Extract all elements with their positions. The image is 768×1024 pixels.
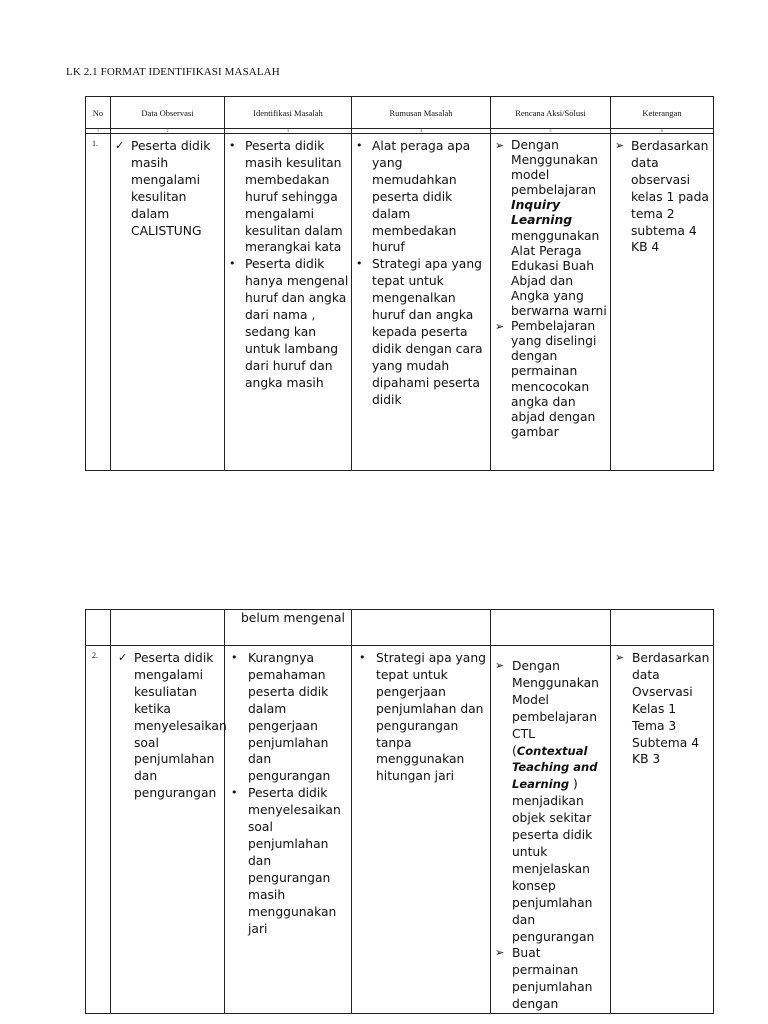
- bullet-icon: •: [359, 651, 366, 664]
- identification-table-page-2: [85, 609, 714, 1014]
- header-identifikasi-masalah: Identifikasi Masalah: [225, 97, 352, 129]
- rencana-cell: [491, 134, 611, 471]
- rencana-item-text: Pembelajaran yang diselingi dengan permainan mencocokan angka dan abjad dengan gambar: [511, 319, 597, 439]
- observasi-text: Peserta didik masih mengalami kesulitan dalam CALISTUNG: [131, 139, 211, 238]
- rumusan-item: Strategi apa yang tepat untuk pengerjaan penjumlahan dan pengurangan tanpa menggunakan hitungan jari: [376, 651, 486, 784]
- checkmark-icon: ✓: [115, 139, 125, 152]
- model-name: Inquiry Learning: [511, 198, 573, 228]
- arrow-bullet-icon: ➢: [495, 946, 505, 960]
- table-row: [86, 134, 714, 471]
- bullet-icon: •: [356, 139, 363, 152]
- rumusan-item: Strategi apa yang tepat untuk mengenalkan huruf dan angka kepada peserta didik dengan cara yang mudah dipahami peserta didik: [372, 257, 483, 407]
- keterangan-text: Berdasarkan data observasi kelas 1 pada tema 2 subtema 4 KB 4: [631, 139, 709, 255]
- keterangan-text: Berdasarkan data Ovservasi Kelas 1 Tema 3 Subtema 4 KB 3: [632, 651, 710, 767]
- rencana-item-text: Dengan Menggunakan model pembelajaran: [511, 138, 598, 198]
- column-number: 6: [611, 129, 714, 134]
- header-no: No: [86, 97, 111, 129]
- identifikasi-continued-cell: [225, 610, 352, 646]
- column-number: 4: [352, 129, 491, 134]
- rumusan-item: Alat peraga apa yang memudahkan peserta didik dalam membedakan huruf: [372, 139, 471, 255]
- identifikasi-continued-text: belum mengenal: [241, 611, 345, 625]
- column-number: 5: [491, 129, 611, 134]
- bullet-icon: •: [356, 257, 363, 271]
- arrow-bullet-icon: ➢: [495, 320, 505, 334]
- page-title: LK 2.1 FORMAT IDENTIFIKASI MASALAH: [66, 66, 280, 78]
- identifikasi-cell: [225, 134, 352, 471]
- rencana-cell: [491, 646, 611, 1014]
- identifikasi-item: Peserta didik menyelesaikan soal penjumlahan dan pengurangan masih menggunakan jari: [248, 786, 341, 936]
- rumusan-cell: [352, 134, 491, 471]
- identifikasi-cell: [225, 646, 352, 1014]
- row-number: 2.: [86, 646, 111, 1014]
- bullet-icon: •: [229, 257, 236, 271]
- row-number: 1.: [86, 134, 111, 471]
- header-data-observasi: Data Observasi: [111, 97, 225, 129]
- keterangan-cell: [611, 134, 714, 471]
- column-number: 2: [111, 129, 225, 134]
- bullet-icon: •: [231, 786, 238, 800]
- identifikasi-item: Peserta didik hanya mengenal huruf dan angka dari nama , sedang kan untuk lambang dari huruf dan angka masih: [245, 257, 349, 390]
- column-number: 3: [225, 129, 352, 134]
- observasi-cell: [111, 646, 225, 1014]
- observasi-text: Peserta didik mengalami kesuliatan ketika menyelesaikan soal penjumlahan dan pengurangan: [134, 651, 227, 801]
- rencana-item-text: Buat permainan penjumlahan dengan: [512, 946, 593, 1012]
- identification-table-page-1: [85, 96, 714, 471]
- table-row: [86, 646, 714, 1014]
- checkmark-icon: ✓: [118, 651, 128, 664]
- rumusan-cell: [352, 646, 491, 1014]
- header-rencana-aksi: Rencana Aksi/Solusi: [491, 97, 611, 129]
- identifikasi-item: Kurangnya pemahaman peserta didik dalam pengerjaan penjumlahan dan pengurangan: [248, 651, 331, 784]
- header-keterangan: Keterangan: [611, 97, 714, 129]
- arrow-bullet-icon: ➢: [615, 651, 625, 664]
- arrow-bullet-icon: ➢: [615, 139, 625, 152]
- bullet-icon: •: [231, 651, 238, 664]
- model-name: Contextual Teaching and Learning: [512, 743, 598, 792]
- bullet-icon: •: [229, 139, 236, 152]
- column-number: 1: [86, 129, 111, 134]
- rencana-item-text: Dengan Menggunakan Model pembelajaran CTL (: [512, 659, 599, 758]
- arrow-bullet-icon: ➢: [495, 139, 505, 152]
- observasi-cell: [111, 134, 225, 471]
- table-row-continued: [86, 610, 714, 646]
- keterangan-cell: [611, 646, 714, 1014]
- header-rumusan-masalah: Rumusan Masalah: [352, 97, 491, 129]
- rencana-item-text: menggunakan Alat Peraga Edukasi Buah Abjad dan Angka yang berwarna warni: [511, 228, 607, 319]
- table-header-row: [86, 97, 714, 129]
- identifikasi-item: Peserta didik masih kesulitan membedakan huruf sehingga mengalami kesulitan dalam merangkai kata: [245, 139, 343, 255]
- rencana-item-text: ) menjadikan objek sekitar peserta didik untuk menjelaskan konsep penjumlahan dan pengurangan: [512, 777, 595, 944]
- arrow-bullet-icon: ➢: [495, 659, 505, 672]
